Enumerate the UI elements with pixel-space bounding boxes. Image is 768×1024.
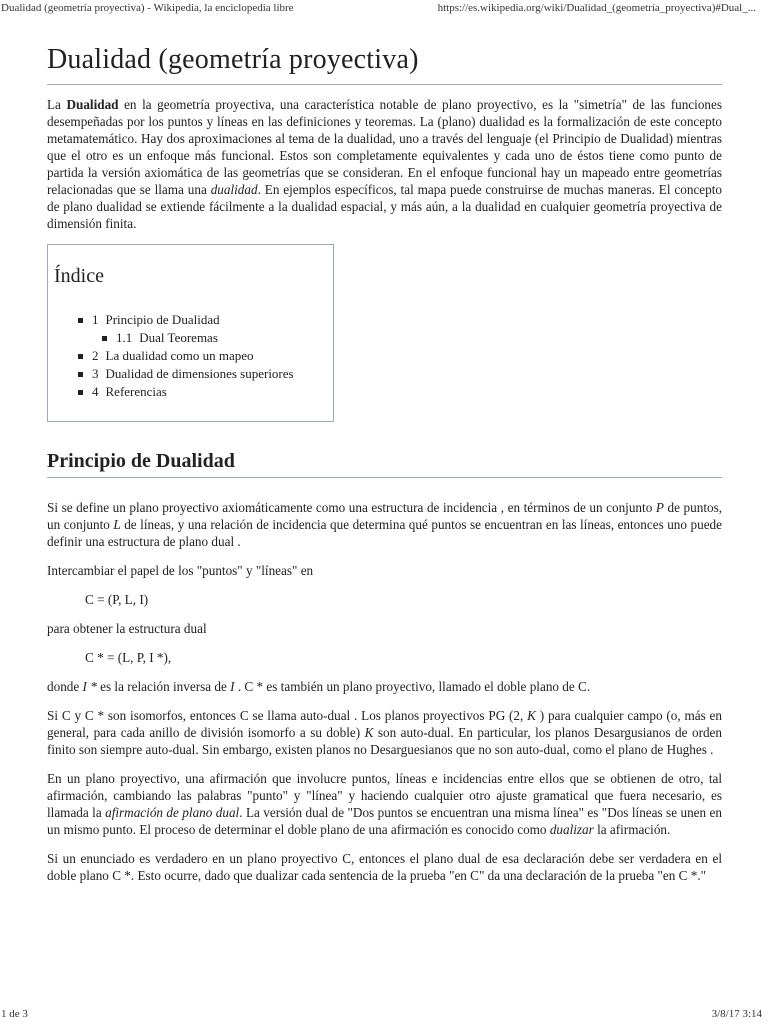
paragraph-estructura-dual: para obtener la estructura dual xyxy=(47,621,207,636)
toc-title: Índice xyxy=(54,265,104,287)
print-page-title: Dualidad (geometría proyectiva) - Wikipedia, la enciclopedia libre xyxy=(1,2,294,14)
toc-item-referencias[interactable]: 4 Referencias xyxy=(78,383,294,401)
paragraph-intercambiar: Intercambiar el papel de los "puntos" y "líneas" en xyxy=(47,563,314,578)
toc-item-mapeo[interactable]: 2 La dualidad como un mapeo xyxy=(78,347,294,365)
intro-paragraph: La Dualidad en la geometría proyectiva, una característica notable de plano proyectivo, es la "simetría" de las funciones desempeñadas por los puntos y líneas en las definiciones y teoremas. La (plano) dualidad es la formalización de este concepto metamatemático. Hay dos aproximaciones al tema de la dualidad, uno a través del lenguaje (el Principio de Dualidad) mientras que el otro es un enfoque más funcional. Estos son completamente equivalentes y cada uno de éstos tiene como punto de partida la versión axiomática de las geometrías que se consideran. En el enfoque funcional hay un mapeado entre geometrías relacionadas que se llama una dualidad. En ejemplos específicos, tal mapa puede construirse de muchas maneras. El concepto de plano dualidad se extiende fácilmente a la dualidad espacial, y más aún, a la dualidad en cualquier geometría proyectiva de dimensión finita. xyxy=(47,97,722,231)
toc-item-dimensiones[interactable]: 3 Dualidad de dimensiones superiores xyxy=(78,365,294,383)
article-content xyxy=(47,40,722,884)
page-title: Dualidad (geometría proyectiva) xyxy=(47,40,722,85)
formula-c: C = (P, L, I) xyxy=(85,592,149,607)
paragraph-enunciado: Si un enunciado es verdadero en un plano proyectivo C, entonces el plano dual de esa declaración debe ser verdadera en el doble plano C *. Esto ocurre, dado que dualizar cada sentencia de la prueba "en C" da una declaración de la prueba "en C *." xyxy=(47,851,722,883)
section-heading-principio: Principio de Dualidad xyxy=(47,449,722,478)
print-header xyxy=(0,0,768,18)
paragraph-auto-dual: Si C y C * son isomorfos, entonces C se llama auto-dual . Los planos proyectivos PG (2, K ) para cualquier campo (o, más en general, para cada anillo de división isomorfo a su doble) K son auto-dual. En particular, los planos Desargusianos de orden finito son siempre auto-dual. Sin embargo, existen planos no Desarguesianos que no son auto-dual, como el plano de Hughes . xyxy=(47,708,723,757)
paragraph-relacion-inversa: donde I * es la relación inversa de I . C * es también un plano proyectivo, llamado el doble plano de C. xyxy=(47,679,591,694)
print-datetime: 3/8/17 3:14 xyxy=(711,1008,762,1020)
page-number: 1 de 3 xyxy=(1,1008,28,1020)
print-url[interactable]: https://es.wikipedia.org/wiki/Dualidad_(geometría_proyectiva)#Dual_... xyxy=(437,2,756,14)
paragraph-definicion: Si se define un plano proyectivo axiomáticamente como una estructura de incidencia , en términos de un conjunto P de puntos, un conjunto L de líneas, y una relación de incidencia que determina qué puntos se encuentran en las líneas, entonces uno puede definir una estructura de plano dual . xyxy=(47,500,723,549)
formula-c-dual: C * = (L, P, I *), xyxy=(85,650,172,665)
toc-item-dual-teoremas[interactable]: 1.1 Dual Teoremas xyxy=(102,329,294,347)
table-of-contents xyxy=(47,244,334,422)
paragraph-afirmacion: En un plano proyectivo, una afirmación que involucre puntos, líneas e incidencias entre ellos que se obtienen de otro, tal afirmación, cambiando las palabras "punto" y "línea" y haciendo cualquier otro ajuste gramatical que fuera necesario, es llamada la afirmación de plano dual. La versión dual de "Dos puntos se encuentran una misma línea" es "Dos líneas se unen en un mismo punto. El proceso de determinar el doble plano de una afirmación es conocido como dualizar la afirmación. xyxy=(47,771,722,837)
toc-item-principio[interactable]: 1 Principio de Dualidad xyxy=(78,311,294,329)
toc-list xyxy=(78,311,294,401)
print-footer xyxy=(0,1006,768,1024)
